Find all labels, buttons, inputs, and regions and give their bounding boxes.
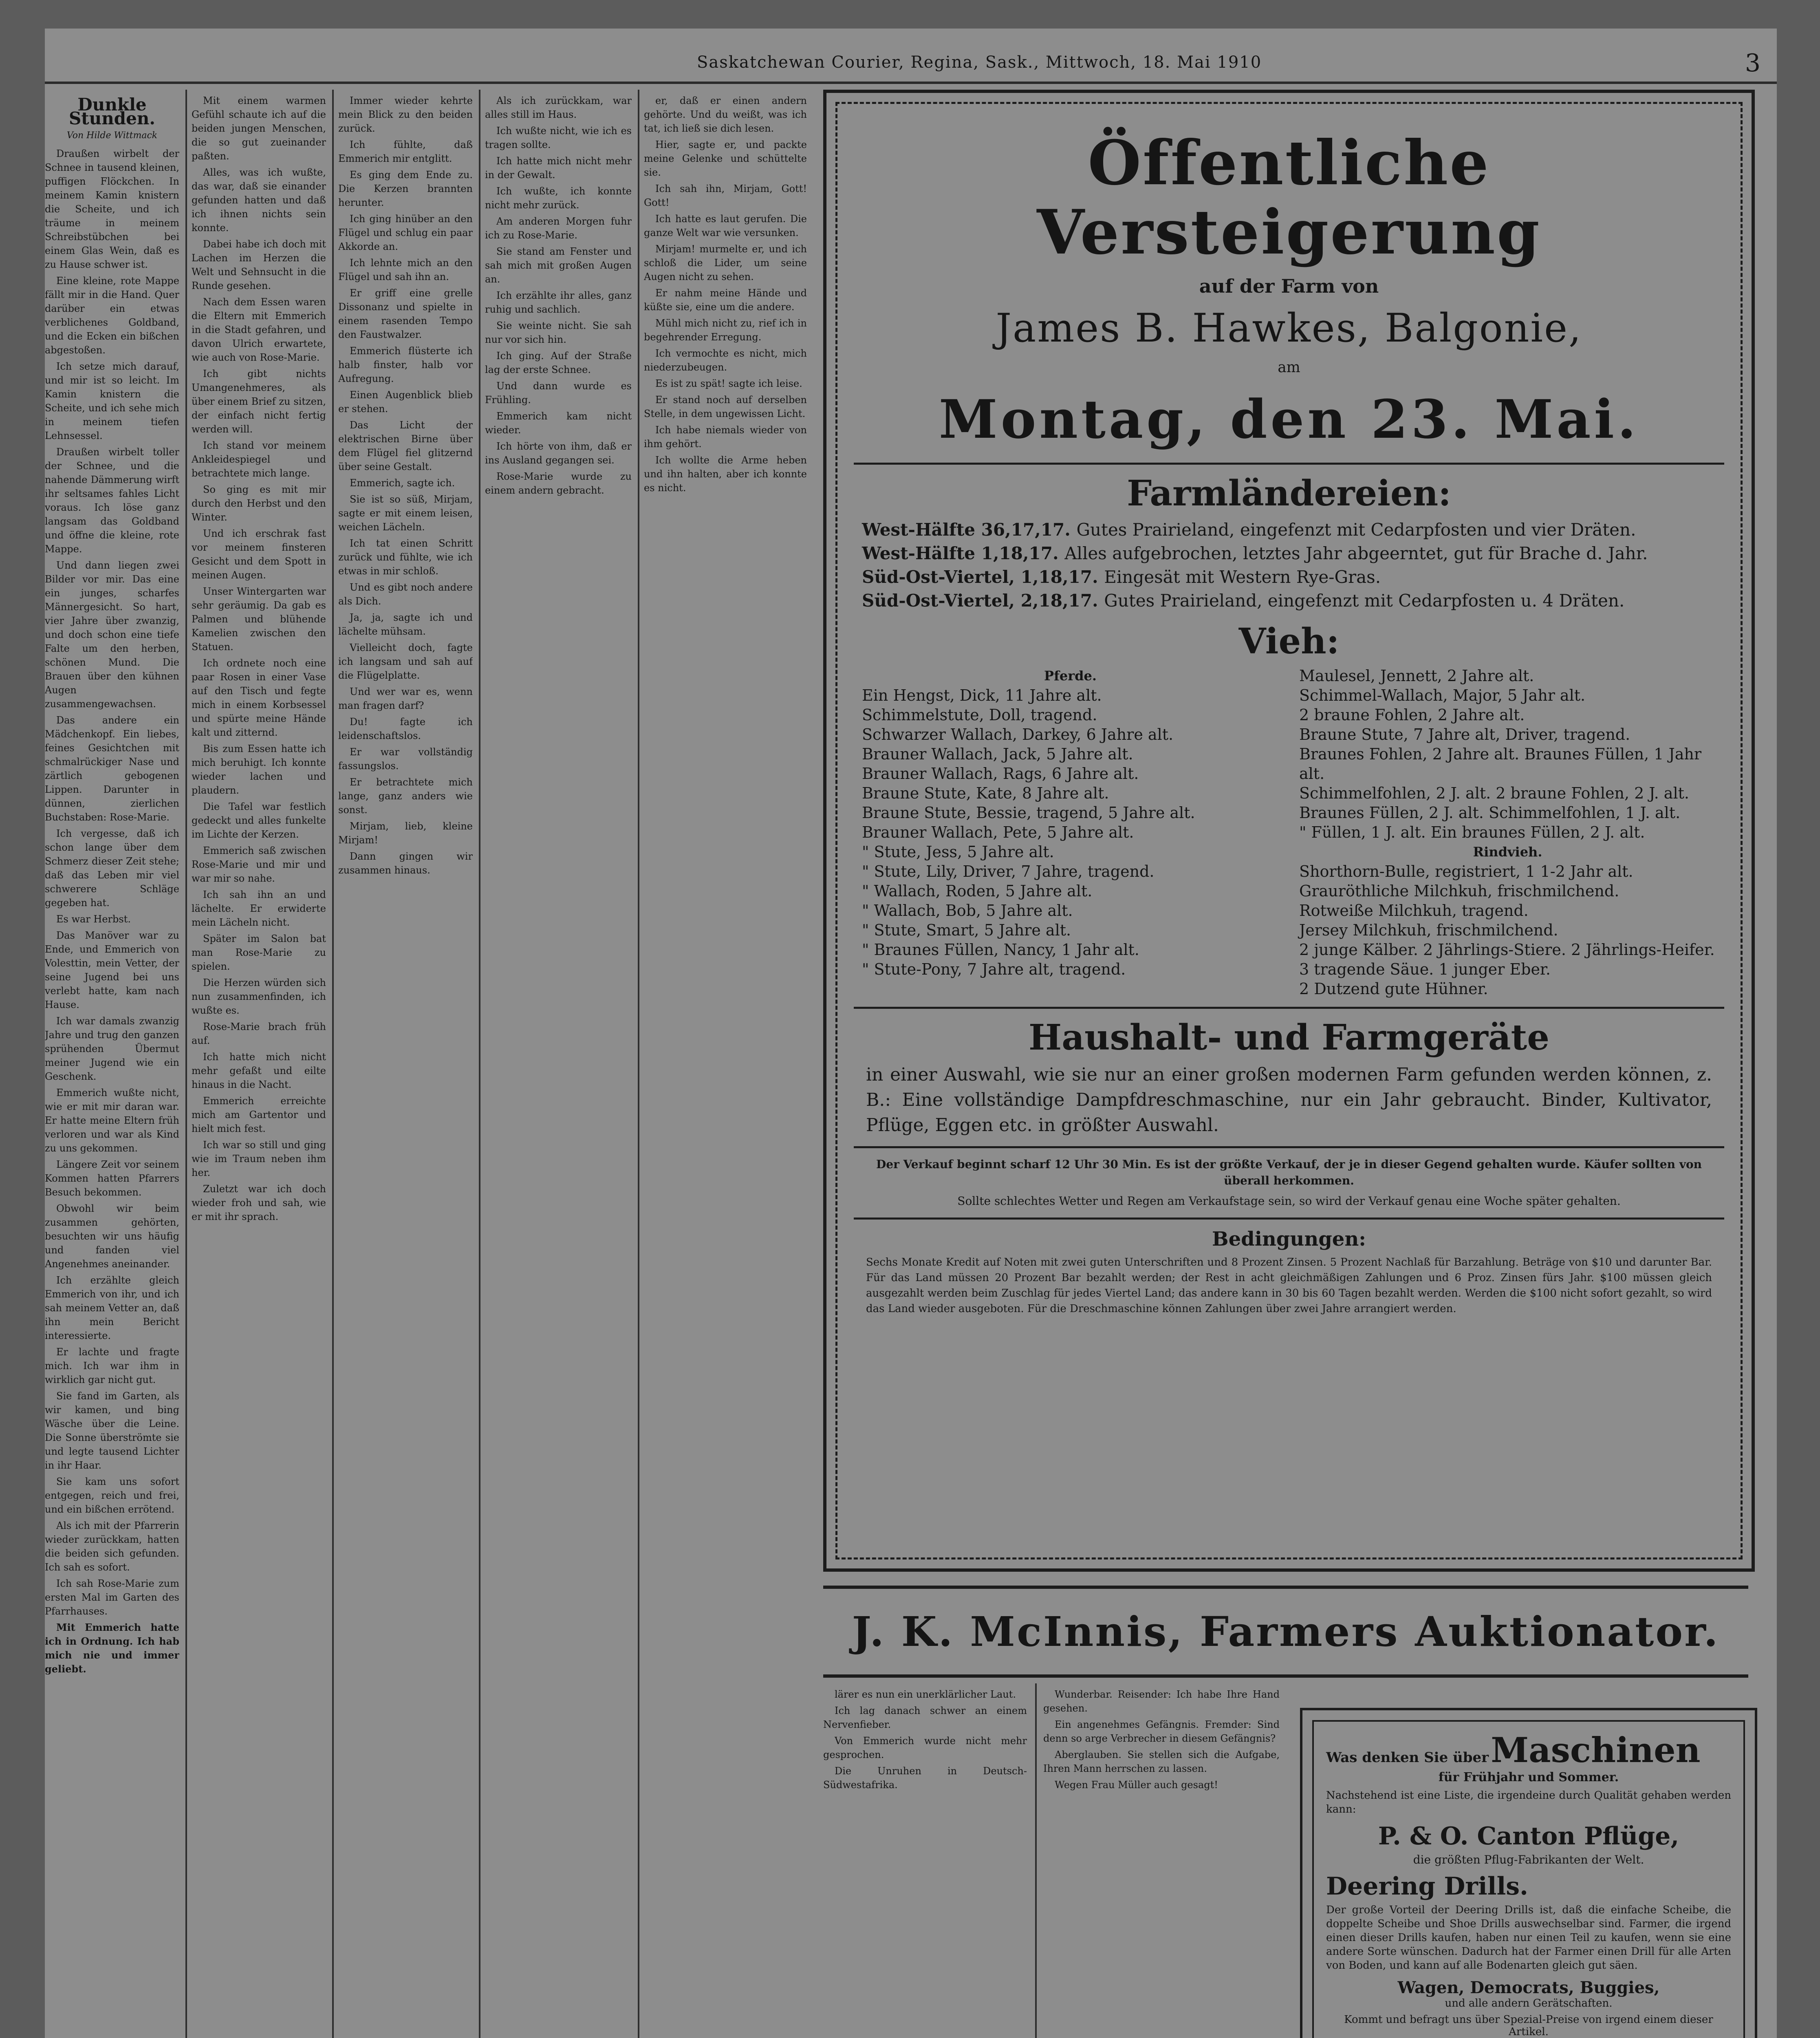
livestock-item: " Füllen, 1 J. alt. Ein braunes Füllen, 2 J. alt. (1299, 823, 1645, 841)
paragraph: Einen Augenblick blieb er stehen. (338, 389, 473, 415)
paragraph: Draußen wirbelt der Schnee in tausend kleinen, puffigen Flöckchen. In meinem Kamin knistern die Scheite, und ich träume in meinem Schreibstübchen bei einem Glas Wein, daß es zu Hause schwer ist. (45, 148, 179, 270)
paragraph: Ich setze mich darauf, und mir ist so leicht. Im Kamin knistern die Scheite, und ich sehe mich in meinem tiefen Lehnsessel. (45, 361, 179, 441)
paragraph: Aberglauben. Sie stellen sich die Aufgabe, Ihren Mann herrschen zu lassen. (1043, 1749, 1280, 1774)
story-column-4 (485, 94, 632, 2038)
divider (854, 1218, 1724, 1220)
paragraph: Emmerich saß zwischen Rose-Marie und mir und war mir so nahe. (192, 845, 326, 884)
livestock-right-column (1299, 666, 1716, 999)
paragraph: Ich wußte nicht, wie ich es tragen sollte. (485, 125, 632, 150)
machine-question: Was denken Sie über (1326, 1749, 1489, 1766)
paragraph: Und dann liegen zwei Bilder vor mir. Das eine ein junges, scharfes Männergesicht. So hart, vier Jahre über zwanzig, und doch schon eine tiefe Falte um den herben, schönen Mund. Die Brauen über den kühnen Augen zusammengewachsen. (45, 560, 179, 710)
brand-deering-text: Der große Vorteil der Deering Drills ist, daß die einfache Scheibe, die doppelte Scheibe und Shoe Drills auswechselbar sind. Farmer, die irgend einen dieser Drills kaufen, haben nur einen Teil zu kaufen, wenn sie eine andere Sorte wünschen. Dadurch hat der Farmer einen Drill für alle Arten von Boden, und kann auf alle Bodenarten gleich gut säen. (1326, 1904, 1731, 1972)
farm-land-description: Eingesät mit Western Rye-Gras. (1104, 567, 1381, 587)
paragraph: Nach dem Essen waren die Eltern mit Emmerich in die Stadt gefahren, und davon Ulrich erwartete, wie auch von Rose-Marie. (192, 296, 326, 363)
paragraph: Ich sah ihn, Mirjam, Gott! Gott! (644, 183, 807, 208)
paragraph: Die Unruhen in Deutsch-Südwestafrika. (823, 1765, 1027, 1791)
paragraph: Ich hatte mich nicht mehr gefaßt und eilte hinaus in die Nacht. (192, 1051, 326, 1090)
livestock-item: Schwarzer Wallach, Darkey, 6 Jahre alt. (862, 726, 1174, 743)
livestock-item: Jersey Milchkuh, frischmilchend. (1299, 921, 1558, 939)
paragraph: Und wer war es, wenn man fragen darf? (338, 686, 473, 711)
paragraph: Mirjam! murmelte er, und ich schloß die Lider, um seine Augen nicht zu sehen. (644, 243, 807, 282)
paragraph: Ich vermochte es nicht, mich niederzubeugen. (644, 348, 807, 373)
paragraph: Eine kleine, rote Mappe fällt mir in die Hand. Quer darüber ein etwas verblichenes Goldband, und die Ecken ein bißchen abgestoßen. (45, 275, 179, 356)
livestock-item: Schimmelfohlen, 2 J. alt. 2 braune Fohlen, 2 J. alt. (1299, 784, 1689, 802)
livestock-item: " Wallach, Roden, 5 Jahre alt. (862, 882, 1093, 900)
paragraph: Als ich mit der Pfarrerin wieder zurückkam, hatten die beiden sich gefunden. Ich sah es sofort. (45, 1520, 179, 1573)
livestock-item: " Stute, Lily, Driver, 7 Jahre, tragend. (862, 862, 1155, 880)
paragraph: Ich ging hinüber an den Flügel und schlug ein paar Akkorde an. (338, 213, 473, 252)
paragraph: Als ich zurückkam, war alles still im Haus. (485, 95, 632, 120)
paragraph: Dabei habe ich doch mit Lachen im Herzen die Welt und Sehnsucht in die Runde gesehen. (192, 238, 326, 291)
weather-note: Sollte schlechtes Wetter und Regen am Verkaufstage sein, so wird der Verkauf genau eine Woche später gehalten. (957, 1194, 1621, 1208)
machine-headline: Maschinen (1491, 1730, 1701, 1770)
paragraph: Obwohl wir beim zusammen gehörten, besuchten wir uns häufig und fanden viel Angenehmes aneinander. (45, 1203, 179, 1270)
livestock-item: 3 tragende Säue. 1 junger Eber. (1299, 960, 1551, 978)
paragraph: Ich habe niemals wieder von ihm gehört. (644, 424, 807, 450)
paragraph: Später im Salon bat man Rose-Marie zu spielen. (192, 933, 326, 972)
story-author: Von Hilde Wittmack (66, 130, 158, 141)
livestock-left-column (862, 666, 1279, 999)
story-column-6-text (823, 1687, 1027, 1792)
paragraph: Emmerich erreichte mich am Gartentor und hielt mich fest. (192, 1095, 326, 1134)
story-column-1 (45, 94, 179, 2038)
paragraph: Bis zum Essen hatte ich mich beruhigt. Ich konnte wieder lachen und plaudern. (192, 743, 326, 796)
livestock-item: " Stute-Pony, 7 Jahre alt, tragend. (862, 960, 1126, 978)
paragraph: Emmerich, sagte ich. (350, 477, 455, 489)
paragraph: Längere Zeit vor seinem Kommen hatten Pfarrers Besuch bekommen. (45, 1159, 179, 1198)
auctioneer-signature: J. K. McInnis, Farmers Auktionator. (823, 1586, 1748, 1678)
paragraph: Er war vollständig fassungslos. (338, 746, 473, 772)
masthead (45, 45, 1777, 84)
paragraph: Ich sah Rose-Marie zum ersten Mal im Garten des Pfarrhauses. (45, 1578, 179, 1617)
paragraph: Sie weinte nicht. Sie sah nur vor sich hin. (485, 320, 632, 345)
masthead-dateline: Saskatchewan Courier, Regina, Sask., Mittwoch, 18. Mai 1910 (697, 53, 1262, 72)
paragraph: Wunderbar. Reisender: Ich habe Ihre Hand gesehen. (1043, 1689, 1280, 1714)
farm-land-line (862, 565, 1716, 589)
paragraph: Zuletzt war ich doch wieder froh und sah, wie er mit ihr sprach. (192, 1183, 326, 1222)
paragraph: Alles, was ich wußte, das war, daß sie einander gefunden hatten und daß ich ihnen nichts sein konnte. (192, 167, 326, 234)
terms-title: Bedingungen: (1212, 1228, 1366, 1251)
horses-list (862, 686, 1279, 979)
column-rule (1035, 1683, 1037, 2038)
divider (854, 1146, 1724, 1148)
paragraph: Sie stand am Fenster und sah mich mit großen Augen an. (485, 246, 632, 285)
paragraph: Die Herzen würden sich nun zusammenfinden, ich wußte es. (192, 977, 326, 1016)
paragraph: Ich wollte die Arme heben und ihn halten, aber ich konnte es nicht. (644, 454, 807, 494)
paragraph: Das Licht der elektrischen Birne über dem Flügel fiel glitzernd über seine Gestalt. (338, 419, 473, 472)
story-title: Dunkle Stunden. (68, 95, 156, 128)
sale-start-note: Der Verkauf beginnt scharf 12 Uhr 30 Min. Es ist der größte Verkauf, der je in dieser Gegend gehalten wurde. Käufer sollten von überall herkommen. (876, 1158, 1702, 1187)
paragraph: So ging es mit mir durch den Herbst und den Winter. (192, 484, 326, 523)
paragraph: lärer es nun ein unerklärlicher Laut. (835, 1689, 1016, 1700)
paragraph: Ja, ja, sagte ich und lächelte mühsam. (338, 612, 473, 637)
story-column-6 (823, 1687, 1027, 2038)
auction-advertisement-inner (835, 102, 1743, 1559)
paragraph: er, daß er einen andern gehörte. Und du weißt, was ich tat, ich ließ sie dich lesen. (644, 95, 807, 134)
story-column-5 (644, 94, 807, 2038)
farm-land-label: Süd-Ost-Viertel, 1,18,17. (862, 567, 1104, 587)
livestock-item: Shorthorn-Bulle, registriert, 1 1-2 Jahr alt. (1299, 862, 1633, 880)
machine-season: für Frühjahr und Sommer. (1438, 1770, 1619, 1784)
paragraph: Er stand noch auf derselben Stelle, in dem ungewissen Licht. (644, 394, 807, 419)
paragraph: Ich hörte von ihm, daß er ins Ausland gegangen sei. (485, 441, 632, 466)
auction-date: Montag, den 23. Mai. (939, 388, 1639, 450)
paragraph: Mirjam, lieb, kleine Mirjam! (338, 820, 473, 846)
paragraph: Ich erzählte gleich Emmerich von ihr, und ich sah meinem Vetter an, daß ihn mein Bericht interessierte. (45, 1275, 179, 1341)
column-rule (332, 90, 334, 2038)
farm-land-description: Gutes Prairieland, eingefenzt mit Cedarpfosten u. 4 Dräten. (1104, 591, 1625, 611)
livestock-item: 2 braune Fohlen, 2 Jahre alt. (1299, 706, 1525, 724)
livestock-item: Rotweiße Milchkuh, tragend. (1299, 902, 1529, 920)
livestock-item: " Braunes Füllen, Nancy, 1 Jahr alt. (862, 941, 1139, 959)
paragraph: Ich war damals zwanzig Jahre und trug den ganzen sprühenden Übermut meiner Jugend wie ein Geschenk. (45, 1015, 179, 1082)
paragraph: Er lachte und fragte mich. Ich war ihm in wirklich gar nicht gut. (45, 1346, 179, 1385)
paragraph: Es ging dem Ende zu. Die Kerzen brannten herunter. (338, 169, 473, 208)
paragraph: Das andere ein Mädchenkopf. Ein liebes, feines Gesichtchen mit schmalrückiger Nase und zärtlich gebogenen Lippen. Darunter in dünnen, zierlichen Buchstaben: Rose-Marie. (45, 715, 179, 823)
farm-land-label: West-Hälfte 1,18,17. (862, 543, 1065, 563)
farm-land-label: West-Hälfte 36,17,17. (862, 520, 1077, 540)
column-rule (185, 90, 187, 2038)
vehicle-line-sub: und alle andern Gerätschaften. (1445, 1997, 1613, 2009)
story-column-4-text (485, 94, 632, 497)
auction-farm-of: auf der Farm von (1199, 275, 1379, 297)
paragraph: Immer wieder kehrte mein Blick zu den beiden zurück. (338, 95, 473, 134)
paragraph: Hier, sagte er, und packte meine Gelenke und schüttelte sie. (644, 139, 807, 178)
livestock-item: Braunes Fohlen, 2 Jahre alt. Braunes Füllen, 1 Jahr alt. (1299, 745, 1702, 783)
paragraph: Ich vergesse, daß ich schon lange über dem Schmerz dieser Zeit stehe; daß das Leben mir viel schwerere Schläge gegeben hat. (45, 828, 179, 909)
divider (854, 1007, 1724, 1009)
livestock-item: " Wallach, Bob, 5 Jahre alt. (862, 902, 1073, 920)
story-column-7 (1043, 1687, 1280, 2038)
paragraph: Ich war so still und ging wie im Traum neben ihm her. (192, 1139, 326, 1178)
paragraph: Sie fand im Garten, als wir kamen, und bing Wäsche über die Leine. Die Sonne überströmte sie und legte tausend Lichter in ihr Haar. (45, 1390, 179, 1471)
paragraph: Ich hatte es laut gerufen. Die ganze Welt war wie versunken. (644, 213, 807, 238)
paragraph: Er nahm meine Hände und küßte sie, eine um die andere. (644, 287, 807, 313)
auction-owner: James B. Hawkes, Balgonie, (996, 305, 1582, 351)
paragraph: Sie kam uns sofort entgegen, reich und frei, und ein bißchen errötend. (45, 1476, 179, 1515)
paragraph: Ich erzählte ihr alles, ganz ruhig und sachlich. (485, 290, 632, 315)
paragraph: Mit einem warmen Gefühl schaute ich auf die beiden jungen Menschen, die so gut zueinander paßten. (192, 95, 326, 162)
brand-canton-sub: die größten Pflug-Fabrikanten der Welt. (1413, 1853, 1644, 1866)
paragraph: Draußen wirbelt toller der Schnee, und die nahende Dämmerung wirft ihr seltsames fahles Licht voraus. Ich löse ganz langsam das Goldband und öffne die kleine, rote Mappe. (45, 446, 179, 555)
machinery-advertisement-inner (1312, 1720, 1745, 2038)
brand-canton: P. & O. Canton Pflüge, (1378, 1822, 1679, 1851)
paragraph: Ein angenehmes Gefängnis. Fremder: Sind denn so arge Verbrecher in diesem Gefängnis? (1043, 1719, 1280, 1744)
livestock-item: " Stute, Jess, 5 Jahre alt. (862, 843, 1054, 861)
livestock-item: Maulesel, Jennett, 2 Jahre alt. (1299, 667, 1534, 685)
vehicle-line: Wagen, Democrats, Buggies, (1397, 1978, 1660, 1997)
livestock-item: Brauner Wallach, Rags, 6 Jahre alt. (862, 765, 1139, 783)
story-column-5-text (644, 94, 807, 495)
auction-title: Öffentliche Versteigerung (1037, 127, 1541, 268)
auction-advertisement (823, 90, 1755, 1572)
farm-land-line (862, 542, 1716, 565)
farm-lands-list (854, 518, 1724, 613)
cattle-list (1299, 862, 1716, 999)
divider (854, 463, 1724, 465)
paragraph: Das Manöver war zu Ende, und Emmerich von Volesttin, mein Vetter, der seine Jugend bei uns verlebt hatte, kam nach Hause. (45, 930, 179, 1010)
livestock-item: 2 Dutzend gute Hühner. (1299, 980, 1488, 998)
livestock-item: Brauner Wallach, Pete, 5 Jahre alt. (862, 823, 1134, 841)
paragraph: Rose-Marie brach früh auf. (192, 1021, 326, 1046)
paragraph: Er betrachtete mich lange, ganz anders wie sonst. (338, 776, 473, 816)
paragraph: Mit Emmerich hatte ich in Ordnung. Ich hab mich nie und immer geliebt. (45, 1621, 179, 1675)
newspaper-page (45, 29, 1777, 2038)
story-column-2-text (192, 94, 326, 1224)
livestock-title: Vieh: (1238, 621, 1340, 662)
story-column-3 (338, 94, 473, 2038)
paragraph: Und es gibt noch andere als Dich. (338, 582, 473, 607)
paragraph: Sie ist so süß, Mirjam, sagte er mit einem leisen, weichen Lächeln. (338, 494, 473, 533)
farm-lands-title: Farmländereien: (1127, 473, 1451, 514)
farm-land-label: Süd-Ost-Viertel, 2,18,17. (862, 591, 1104, 611)
column-rule (479, 90, 480, 2038)
paragraph: Rose-Marie wurde zu einem andern gebracht. (485, 471, 632, 496)
livestock-item: Schimmel-Wallach, Major, 5 Jahr alt. (1299, 686, 1586, 704)
livestock-item: Braune Stute, Kate, 8 Jahre alt. (862, 784, 1109, 802)
paragraph: Er griff eine grelle Dissonanz und spielte in einem rasenden Tempo den Faustwalzer. (338, 287, 473, 340)
paragraph: Ich wußte, ich konnte nicht mehr zurück. (485, 185, 632, 211)
livestock-right-list (1299, 666, 1716, 842)
paragraph: Wegen Frau Müller auch gesagt! (1055, 1779, 1218, 1791)
terms-text: Sechs Monate Kredit auf Noten mit zwei guten Unterschriften und 8 Prozent Zinsen. 5 Prozent Nachlaß für Barzahlung. Beträge von $10 und darunter Bar. Für das Land müssen 20 Prozent Bar bezahlt werden; der Rest in acht gleichmäßigen Zahlungen und 6 Proz. Zinsen fürs Jahr. $100 müssen gleich ausgezahlt werden beim Zuschlag für jedes Viertel Land; das andere kann in 30 bis 60 Tagen bezahlt werden. Werden die $100 nicht sofort gezahlt, so wird das Land wieder ausgeboten. Für die Dreschmaschine können Zahlungen über zwei Jahre arrangiert werden. (866, 1256, 1712, 1315)
paragraph: Ich ordnete noch eine paar Rosen in einer Vase auf den Tisch und fegte mich in einem Korbsessel und spürte meine Hände kalt und zitternd. (192, 657, 326, 738)
story-column-2 (192, 94, 326, 2038)
machine-intro: Nachstehend ist eine Liste, die irgendeine durch Qualität gehaben werden kann: (1326, 1789, 1731, 1815)
livestock-item: Schimmelstute, Doll, tragend. (862, 706, 1097, 724)
livestock-item: Braune Stute, 7 Jahre alt, Driver, tragend. (1299, 726, 1631, 743)
paragraph: Die Tafel war festlich gedeckt und alles funkelte im Lichte der Kerzen. (192, 801, 326, 840)
paragraph: Es war Herbst. (56, 913, 131, 925)
paragraph: Unser Wintergarten war sehr geräumig. Da gab es Palmen und blühende Kamelien zwischen den Statuen. (192, 586, 326, 653)
paragraph: Ich stand vor meinem Ankleidespiegel und betrachtete mich lange. (192, 440, 326, 479)
story-column-7-text (1043, 1687, 1280, 1792)
paragraph: Emmerich wußte nicht, wie er mit mir daran war. Er hatte meine Eltern früh verloren und war als Kind zu uns gekommen. (45, 1087, 179, 1154)
farm-land-description: Alles aufgebrochen, letztes Jahr abgeerntet, gut für Brache d. Jahr. (1064, 543, 1648, 563)
paragraph: Vielleicht doch, fagte ich langsam und sah auf die Flügelplatte. (338, 642, 473, 681)
livestock-item: Braune Stute, Bessie, tragend, 5 Jahre alt. (862, 804, 1195, 822)
horses-heading: Pferde. (1044, 668, 1097, 684)
column-rule (638, 90, 639, 2038)
paragraph: Emmerich flüsterte ich halb finster, halb vor Aufregung. (338, 345, 473, 384)
paragraph: Ich ging. Auf der Straße lag der erste Schnee. (485, 350, 632, 375)
page-number: 3 (1745, 49, 1761, 77)
paragraph: Es ist zu spät! sagte ich leise. (655, 378, 802, 389)
paragraph: Ich hatte mich nicht mehr in der Gewalt. (485, 155, 632, 181)
livestock-item: Brauner Wallach, Jack, 5 Jahre alt. (862, 745, 1133, 763)
paragraph: Ich sah ihn an und lächelte. Er erwiderte mein Lächeln nicht. (192, 889, 326, 928)
livestock-item: 2 junge Kälber. 2 Jährlings-Stiere. 2 Jährlings-Heifer. (1299, 941, 1715, 959)
paragraph: Emmerich kam nicht wieder. (485, 410, 632, 436)
farm-land-line (862, 518, 1716, 542)
paragraph: Von Emmerich wurde nicht mehr gesprochen. (823, 1735, 1027, 1760)
paragraph: Und dann wurde es Frühling. (485, 380, 632, 406)
farm-land-line (862, 589, 1716, 613)
paragraph: Am anderen Morgen fuhr ich zu Rose-Marie. (485, 216, 632, 241)
brand-deering: Deering Drills. (1326, 1872, 1528, 1901)
household-title: Haushalt- und Farmgeräte (1028, 1017, 1550, 1058)
auction-am: am (1278, 359, 1300, 376)
paragraph: Ich fühlte, daß Emmerich mir entglitt. (338, 139, 473, 164)
farm-land-description: Gutes Prairieland, eingefenzt mit Cedarpfosten und vier Dräten. (1076, 520, 1636, 540)
machinery-advertisement (1300, 1708, 1757, 2038)
livestock-item: " Stute, Smart, 5 Jahre alt. (862, 921, 1071, 939)
paragraph: Ich tat einen Schritt zurück und fühlte, wie ich etwas in mir schloß. (338, 538, 473, 577)
paragraph: Dann gingen wir zusammen hinaus. (338, 851, 473, 876)
paragraph: Du! fagte ich leidenschaftslos. (338, 716, 473, 741)
household-text: in einer Auswahl, wie sie nur an einer großen modernen Farm gefunden werden können, z. B.: Eine vollständige Dampfdreschmaschine, nur ein Jahr gebraucht. Binder, Kultivator, Pflüge, Eggen etc. in größter Auswahl. (866, 1064, 1712, 1136)
livestock-item: Grauröthliche Milchkuh, frischmilchend. (1299, 882, 1619, 900)
paragraph: Mühl mich nicht zu, rief ich in begehrender Erregung. (644, 318, 807, 343)
paragraph: Ich lag danach schwer an einem Nervenfieber. (823, 1705, 1027, 1730)
machine-invite: Kommt und befragt uns über Spezial-Preise von irgend einem dieser Artikel. (1344, 2014, 1713, 2038)
paragraph: Ich lehnte mich an den Flügel und sah ihn an. (338, 257, 473, 282)
livestock-item: Braunes Füllen, 2 J. alt. Schimmelfohlen, 1 J. alt. (1299, 804, 1681, 822)
cattle-heading: Rindvieh. (1473, 844, 1542, 860)
story-column-3-text (338, 94, 473, 877)
paragraph: Ich gibt nichts Umangenehmeres, als über einem Brief zu sitzen, der einfach nicht fertig werden will. (192, 368, 326, 435)
livestock-columns (862, 666, 1716, 999)
livestock-item: Ein Hengst, Dick, 11 Jahre alt. (862, 686, 1102, 704)
story-column-1-text (45, 147, 179, 1676)
paragraph: Und ich erschrak fast vor meinem finsteren Gesicht und dem Spott in meinen Augen. (192, 528, 326, 581)
